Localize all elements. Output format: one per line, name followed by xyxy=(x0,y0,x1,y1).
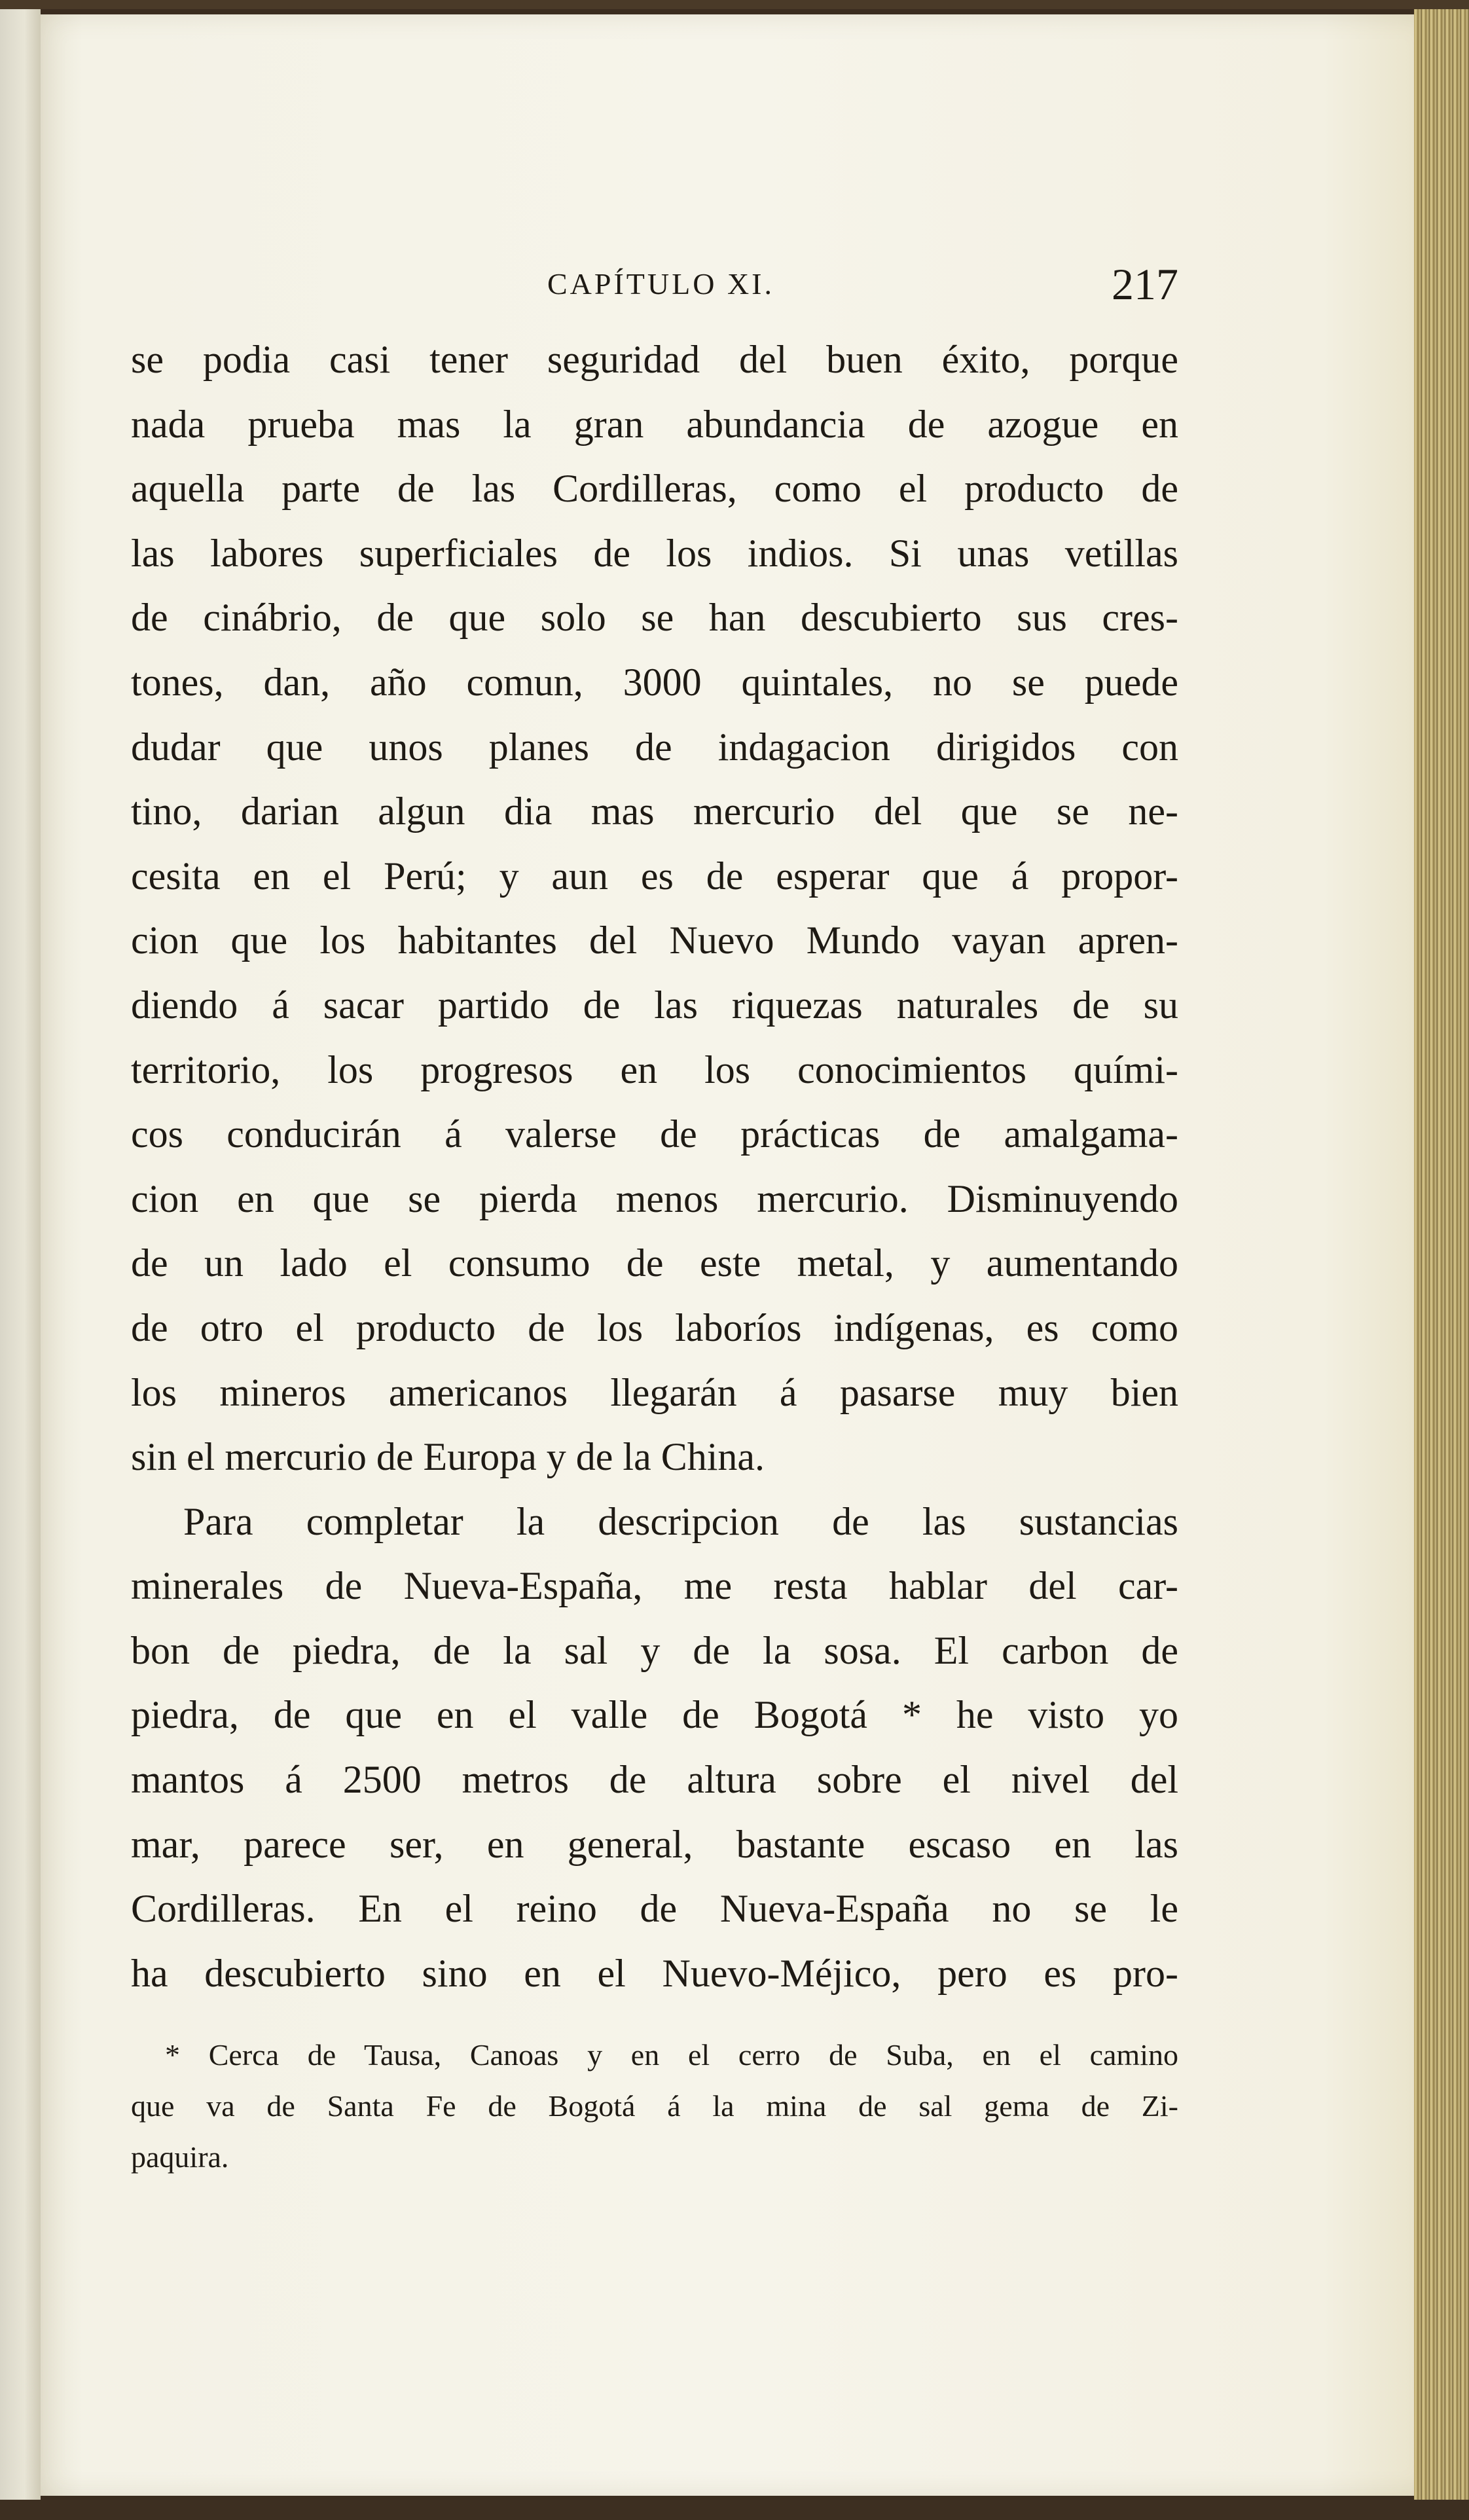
page-number: 217 xyxy=(1112,259,1178,309)
text-line: de cinábrio, de que solo se han descubierto sus cres- xyxy=(131,596,1178,640)
text-line: mantos á 2500 metros de altura sobre el nivel del xyxy=(131,1758,1178,1802)
text-line: minerales de Nueva-España, me resta hablar del car- xyxy=(131,1564,1178,1608)
page-fore-edge xyxy=(1414,0,1469,2520)
text-line: bon de piedra, de la sal y de la sosa. El carbon de xyxy=(131,1628,1178,1672)
text-line: cesita en el Perú; y aun es de esperar que á propor- xyxy=(131,854,1178,898)
body-text xyxy=(131,327,1178,2005)
paragraph-start-line: Para completar la descripcion de las sustancias xyxy=(183,1499,1178,1543)
text-line: las labores superficiales de los indios. Si unas vetillas xyxy=(131,531,1178,575)
chapter-heading: CAPÍTULO XI. xyxy=(547,267,774,301)
text-line: tino, darian algun dia mas mercurio del que se ne- xyxy=(131,790,1178,833)
text-line: diendo á sacar partido de las riquezas naturales de su xyxy=(131,983,1178,1027)
footnote-line: que va de Santa Fe de Bogotá á la mina de sal gema de Zi- xyxy=(131,2089,1178,2123)
text-line: cion que los habitantes del Nuevo Mundo vayan apren- xyxy=(131,919,1178,962)
footnote-line: paquira. xyxy=(131,2140,229,2174)
text-line: tones, dan, año comun, 3000 quintales, no se puede xyxy=(131,660,1178,704)
text-line: cos conducirán á valerse de prácticas de amalgama- xyxy=(131,1112,1178,1156)
paragraph-end-line: sin el mercurio de Europa y de la China. xyxy=(131,1435,765,1479)
footnote-line: * Cerca de Tausa, Canoas y en el cerro de Suba, en el camino xyxy=(165,2038,1178,2072)
text-line: cion en que se pierda menos mercurio. Disminuyendo xyxy=(131,1177,1178,1220)
text-line: ha descubierto sino en el Nuevo-Méjico, pero es pro- xyxy=(131,1951,1178,1995)
text-line: de un lado el consumo de este metal, y aumentando xyxy=(131,1241,1178,1285)
running-header xyxy=(131,259,1178,311)
left-page-edge xyxy=(0,0,41,2520)
footnote xyxy=(131,2030,1178,2183)
text-line: Cordilleras. En el reino de Nueva-España no se le xyxy=(131,1887,1178,1931)
text-line: mar, parece ser, en general, bastante escaso en las xyxy=(131,1822,1178,1866)
text-line: se podia casi tener seguridad del buen éxito, porque xyxy=(131,338,1178,381)
text-line: de otro el producto de los laboríos indígenas, es como xyxy=(131,1306,1178,1349)
bottom-border xyxy=(0,2500,1469,2520)
text-line: los mineros americanos llegarán á pasarse muy bien xyxy=(131,1370,1178,1414)
text-line: piedra, de que en el valle de Bogotá * he visto yo xyxy=(131,1693,1178,1737)
text-line: aquella parte de las Cordilleras, como el producto de xyxy=(131,467,1178,511)
text-line: nada prueba mas la gran abundancia de azogue en xyxy=(131,402,1178,446)
top-border xyxy=(0,0,1469,9)
text-line: territorio, los progresos en los conocimientos quími- xyxy=(131,1048,1178,1091)
text-line: dudar que unos planes de indagacion dirigidos con xyxy=(131,725,1178,769)
